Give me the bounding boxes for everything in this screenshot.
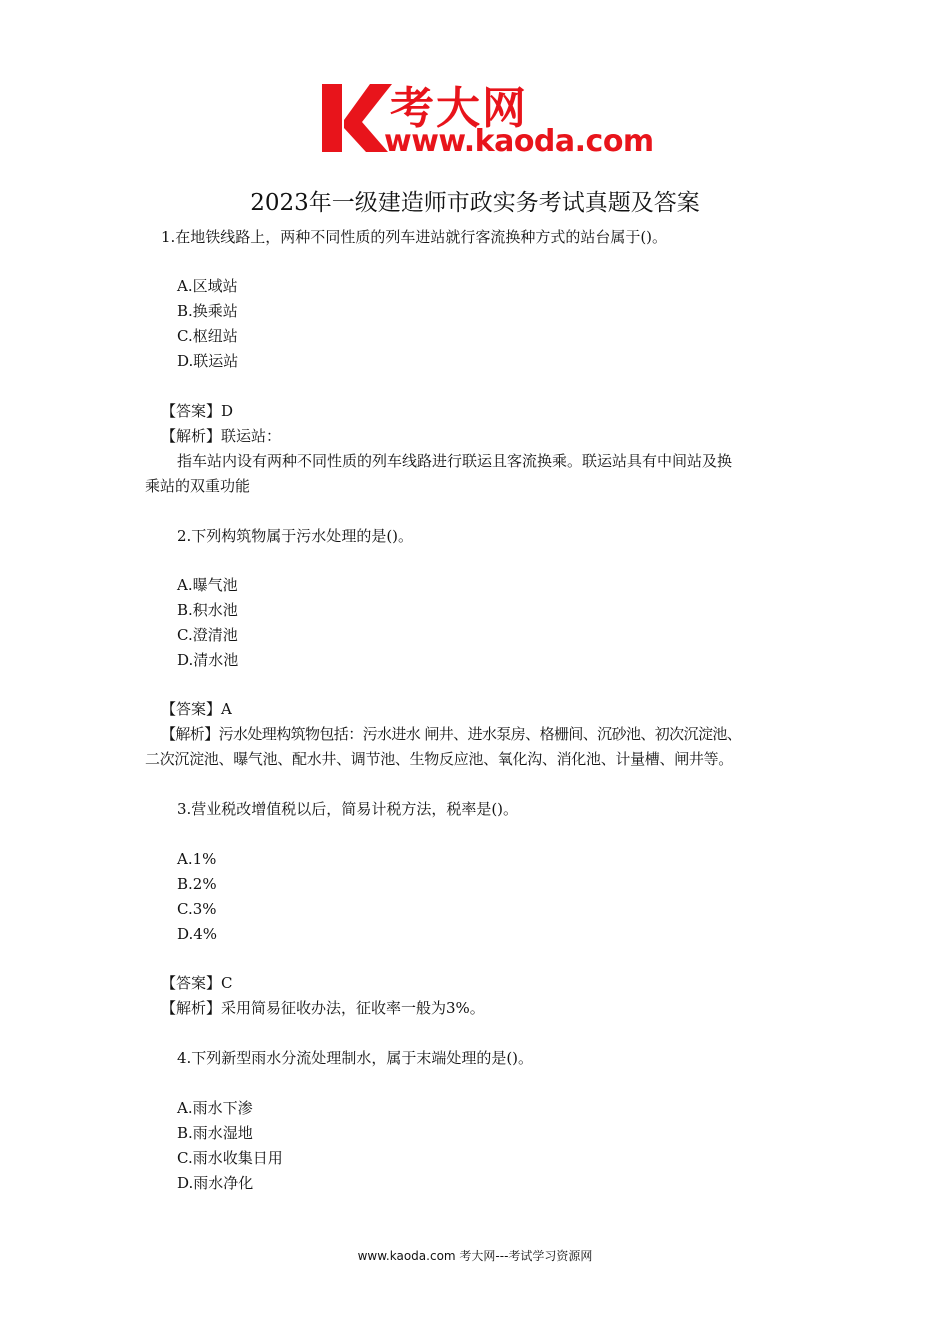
- question-2-option-c: C.澄清池: [177, 626, 238, 644]
- question-3-stem: 3.营业税改增值税以后，简易计税方法，税率是()。: [177, 800, 519, 818]
- question-1-stem: 1.在地铁线路上，两种不同性质的列车进站就行客流换种方式的站台属于()。: [161, 228, 668, 246]
- question-3-option-d: D.4%: [177, 925, 218, 943]
- logo-brand-name: 考大网: [390, 83, 528, 134]
- logo-brand-url: www.kaoda.com: [384, 124, 654, 159]
- question-3-answer: 【答案】C: [161, 974, 233, 992]
- question-3-option-c: C.3%: [177, 900, 217, 918]
- question-2-analysis-line-2: 二次沉淀池、曝气池、配水井、调节池、生物反应池、氧化沟、消化池、计量槽、闸井等。: [145, 750, 734, 768]
- question-4-stem: 4.下列新型雨水分流处理制水，属于末端处理的是()。: [177, 1049, 534, 1067]
- page-footer: www.kaoda.com 考大网---考试学习资源网: [357, 1249, 593, 1263]
- question-4-option-a: A.雨水下渗: [177, 1099, 253, 1117]
- question-1-answer: 【答案】D: [161, 402, 234, 420]
- question-2-option-a: A.曝气池: [177, 576, 238, 594]
- question-1-analysis-line-3: 乘站的双重功能: [145, 477, 251, 495]
- question-1-analysis-line-1: 【解析】联运站：: [161, 427, 282, 445]
- question-4-option-b: B.雨水湿地: [177, 1124, 253, 1142]
- question-4-option-c: C.雨水收集日用: [177, 1149, 283, 1167]
- question-4-option-d: D.雨水净化: [177, 1174, 254, 1192]
- question-2-analysis-line-1: 【解析】污水处理构筑物包括：污水进水 闸井、进水泵房、格栅间、沉砂池、初次沉淀池、: [161, 725, 742, 743]
- question-1-option-a: A.区域站: [177, 277, 238, 295]
- question-3-analysis-line-1: 【解析】采用简易征收办法，征收率一般为3%。: [161, 999, 485, 1017]
- question-3-option-a: A.1%: [177, 850, 217, 868]
- question-2-stem: 2.下列构筑物属于污水处理的是()。: [177, 527, 414, 545]
- question-1-option-d: D.联运站: [177, 352, 239, 370]
- question-1-option-b: B.换乘站: [177, 302, 238, 320]
- kaoda-logo: [318, 78, 654, 159]
- question-1-option-c: C.枢纽站: [177, 327, 238, 345]
- question-2-option-b: B.积水池: [177, 601, 238, 619]
- document-title: 2023年一级建造师市政实务考试真题及答案: [250, 190, 700, 216]
- question-2-answer: 【答案】A: [161, 700, 232, 718]
- question-1-analysis-line-2: 指车站内设有两种不同性质的列车线路进行联运且客流换乘。联运站具有中间站及换: [177, 452, 733, 470]
- question-3-option-b: B.2%: [177, 875, 217, 893]
- question-2-option-d: D.清水池: [177, 651, 239, 669]
